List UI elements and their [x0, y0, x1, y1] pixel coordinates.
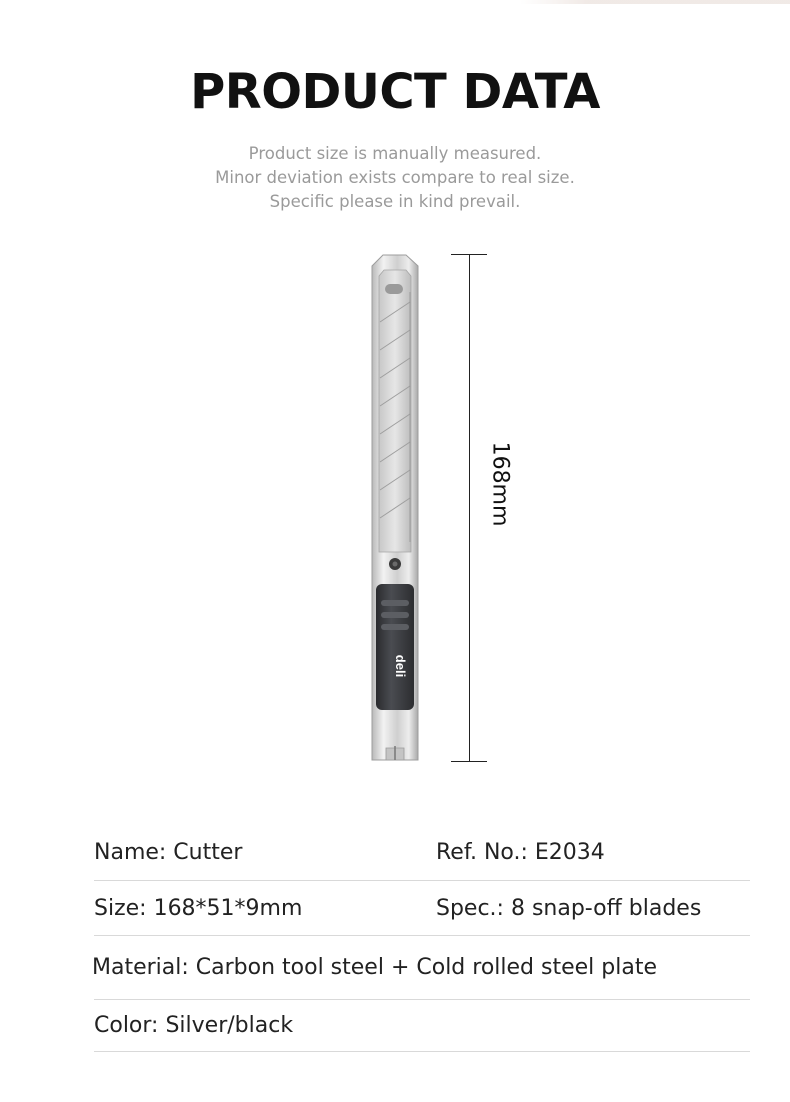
spec-ref: Ref. No.: E2034 — [436, 839, 605, 865]
spec-size: Size: 168*51*9mm — [94, 895, 303, 921]
utility-knife-icon — [358, 252, 428, 768]
note-line-2: Minor deviation exists compare to real size. — [215, 168, 575, 187]
measurement-note — [0, 142, 790, 214]
spec-row — [94, 936, 750, 1000]
page-title: PRODUCT DATA — [190, 64, 600, 120]
spec-color: Color: Silver/black — [94, 1013, 294, 1038]
spec-row — [94, 824, 750, 881]
brand-logo: deli — [393, 654, 408, 678]
spec-table — [94, 824, 750, 1052]
spec-row — [94, 1000, 750, 1052]
note-line-3: Specific please in kind prevail. — [269, 192, 521, 211]
spec-name: Name: Cutter — [94, 839, 243, 865]
top-decor-strip — [520, 0, 790, 4]
spec-material: Material: Carbon tool steel + Cold rolled steel plate — [92, 955, 657, 980]
note-line-1: Product size is manually measured. — [248, 144, 542, 163]
spec-row — [94, 881, 750, 936]
dimension-line — [469, 254, 470, 762]
spec-spec: Spec.: 8 snap-off blades — [436, 895, 702, 921]
dimension-label: 168mm — [487, 441, 513, 527]
dimension-cap-bottom — [451, 761, 487, 762]
